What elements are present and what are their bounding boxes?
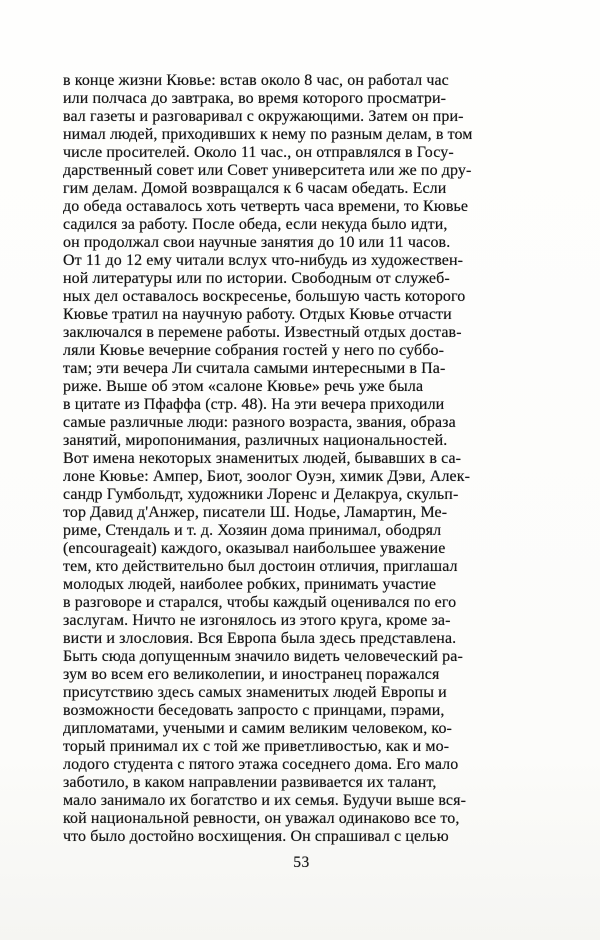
text-line: садился за работу. После обеда, если некуда было идти,	[63, 216, 448, 233]
text-line: зум во всем его великолепии, и иностранец поражался	[63, 666, 440, 683]
page-text	[63, 72, 540, 846]
text-line: возможности беседовать запросто с принцами, пэрами,	[63, 702, 445, 719]
text-line: дипломатами, учеными и самим великим человеком, ко-	[63, 720, 452, 737]
text-line: числе просителей. Около 11 час., он отправлялся в Госу-	[63, 144, 454, 161]
text-line: ных дел оставалось воскресенье, большую часть которого	[63, 288, 466, 305]
text-line: Быть сюда допущенным значило видеть человеческий ра-	[63, 648, 463, 665]
page-number: 53	[293, 854, 310, 871]
text-line: он продолжал свои научные занятия до 10 или 11 часов.	[63, 234, 451, 251]
text-line: в цитате из Пфаффа (стр. 48). На эти вечера приходили	[63, 396, 445, 413]
text-line: (encourageait) каждого, оказывал наибольшее уважение	[63, 540, 446, 557]
text-line: заботило, в каком направлении развивается их талант,	[63, 774, 437, 791]
text-line: От 11 до 12 ему читали вслух что-нибудь из художествен-	[63, 252, 464, 269]
text-line: риже. Выше об этом «салоне Кювье» речь уже была	[63, 378, 424, 395]
text-line: лоне Кювье: Ампер, Биот, зоолог Оуэн, химик Дэви, Алек-	[63, 468, 471, 485]
text-line: заслугам. Ничто не изгонялось из этого круга, кроме за-	[63, 612, 451, 629]
text-line: тор Давид д'Анжер, писатели Ш. Нодье, Ламартин, Ме-	[63, 504, 448, 521]
text-line: присутствию здесь самых знаменитых людей Европы и	[63, 684, 447, 701]
text-line: лодого студента с пятого этажа соседнего дома. Его мало	[63, 756, 459, 773]
text-line: молодых людей, наиболее робких, принимать участие	[63, 576, 437, 593]
text-line: самые различные люди: разного возраста, звания, образа	[63, 414, 456, 431]
text-line: риме, Стендаль и т. д. Хозяин дома принимал, ободрял	[63, 522, 442, 539]
text-line: ной литературы или по истории. Свободным от служеб-	[63, 270, 450, 287]
text-line: висти и злословия. Вся Европа была здесь представлена.	[63, 630, 457, 647]
text-line: сандр Гумбольдт, художники Лоренс и Делакруа, скульп-	[63, 486, 459, 503]
text-line: занятий, миропонимания, различных национальностей.	[63, 432, 448, 449]
text-line: или полчаса до завтрака, во время которого просматри-	[63, 90, 447, 107]
text-line: до обеда оставалось хоть четверть часа времени, то Кювье	[63, 198, 469, 215]
text-line: заключался в перемене работы. Известный отдых достав-	[63, 324, 462, 341]
text-line: кой национальной ревности, он уважал одинаково все то,	[63, 810, 460, 827]
text-line: ляли Кювье вечерние собрания гостей у него по суббо-	[63, 342, 445, 359]
text-line: вал газеты и разговаривал с окружающими. Затем он при-	[63, 108, 464, 125]
text-line: гим делам. Домой возвращался к 6 часам обедать. Если	[63, 180, 447, 197]
text-line: в разговоре и старался, чтобы каждый оценивался по его	[63, 594, 457, 611]
text-line: что было достойно восхищения. Он спрашивал с целью	[63, 828, 449, 845]
text-line: мало занимало их богатство и их семья. Будучи выше вся-	[63, 792, 467, 809]
text-line: Вот имена некоторых знаменитых людей, бывавших в са-	[63, 450, 462, 467]
text-line: тем, кто действительно был достоин отличия, приглашал	[63, 558, 458, 575]
text-line: торый принимал их с той же приветливостью, как и мо-	[63, 738, 450, 755]
text-line: дарственный совет или Совет университета или же по дру-	[63, 162, 472, 179]
text-line: нимал людей, приходивших к нему по разным делам, в том	[63, 126, 473, 143]
text-line: там; эти вечера Ли считала самыми интересными в Па-	[63, 360, 446, 377]
text-line: в конце жизни Кювье: встав около 8 час, он работал час	[63, 72, 449, 89]
text-line: Кювье тратил на научную работу. Отдых Кювье отчасти	[63, 306, 452, 323]
